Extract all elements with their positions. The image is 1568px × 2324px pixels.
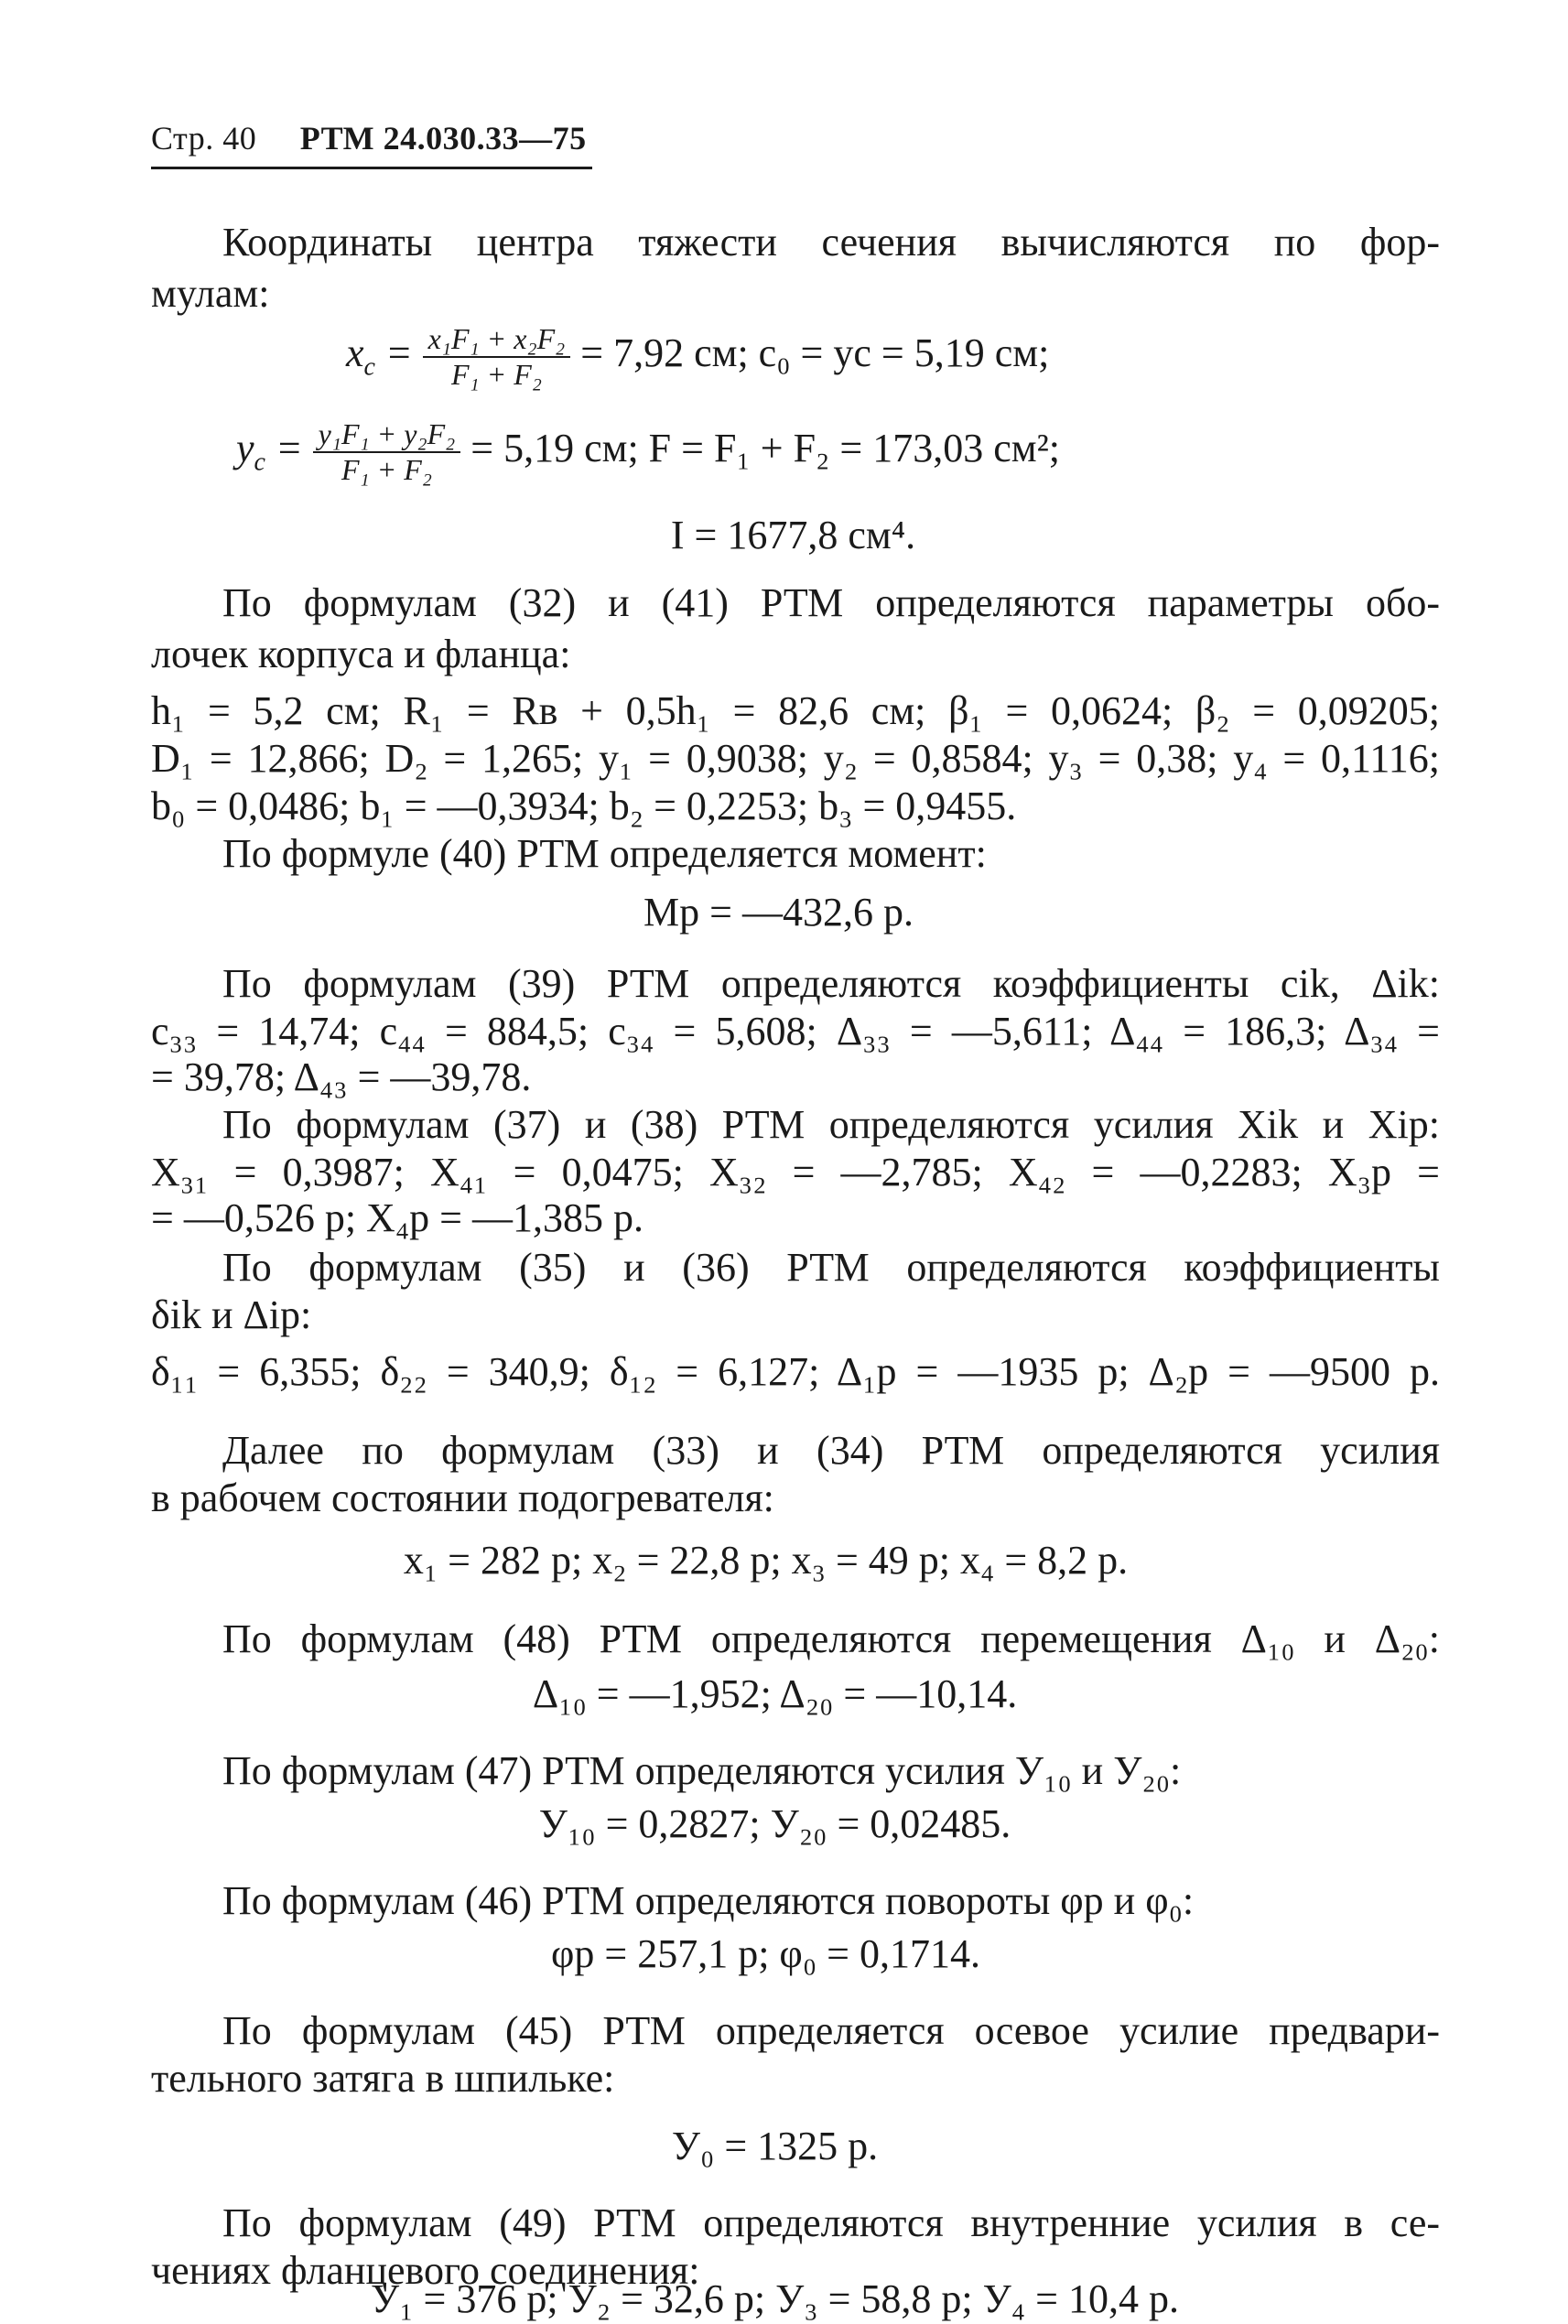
- equation-xc: [346, 322, 1049, 392]
- equation-xc-lhs: x: [346, 330, 364, 375]
- equation-inertia: I = 1677,8 см⁴.: [670, 513, 916, 557]
- equation-xc-lhs-sub: c: [363, 352, 375, 382]
- equation-preload: У₀ = 1325 p.: [671, 2124, 879, 2168]
- paragraph-centroid-line1: Координаты центра тяжести сечения вычисляются по фор-: [222, 220, 1440, 265]
- equation-moment: Mр = —432,6 p.: [643, 890, 914, 935]
- document-code: РТМ 24.030.33—75: [299, 120, 587, 157]
- equation-xc-rhs: = 7,92 см; c₀ = yc = 5,19 см;: [580, 330, 1050, 375]
- values-cik-line2: = 39,78; Δ₄₃ = —39,78.: [151, 1054, 532, 1099]
- equation-x-forces: x₁ = 282 p; x₂ = 22,8 p; x₃ = 49 p; x₄ = 8,2 p.: [403, 1538, 1129, 1583]
- paragraph-coefficients-cik: По формулам (39) РТМ определяются коэффициенты cik, Δik:: [222, 961, 1440, 1006]
- equation-yc-lhs-sub: c: [254, 448, 265, 477]
- equation-y10: У₁₀ = 0,2827; У₂₀ = 0,02485.: [538, 1801, 1011, 1846]
- values-xik-line2: = —0,526 p; X₄p = —1,385 p.: [151, 1195, 643, 1240]
- header-rule: [151, 167, 592, 169]
- equation-internal-forces: У₁ = 376 p; У₂ = 32,6 p; У₃ = 58,8 p; У₄ = 10,4 p.: [371, 2276, 1179, 2321]
- paragraph-forces-y10: По формулам (47) РТМ определяются усилия У₁₀ и У₂₀:: [222, 1748, 1182, 1793]
- paragraph-preload-line1: По формулам (45) РТМ определяется осевое усилие предвари-: [222, 2008, 1440, 2053]
- page-number: Стр. 40: [151, 120, 257, 157]
- paragraph-forces-xik: По формулам (37) и (38) РТМ определяются усилия Xik и Xip:: [222, 1102, 1440, 1147]
- paragraph-internal-forces-line1: По формулам (49) РТМ определяются внутренние усилия в се-: [222, 2200, 1440, 2245]
- equation-yc-lhs: y: [236, 425, 254, 470]
- values-shell-line3: b₀ = 0,0486; b₁ = —0,3934; b₂ = 0,2253; b₃ = 0,9455.: [151, 784, 1017, 828]
- fraction-xc: [423, 322, 571, 392]
- fraction-yc: [313, 417, 461, 487]
- values-cik-line1: c₃₃ = 14,74; c₄₄ = 884,5; c₃₄ = 5,608; Δ₃₃ = —5,611; Δ₄₄ = 186,3; Δ₃₄ =: [151, 1009, 1440, 1054]
- values-shell-line2: D₁ = 12,866; D₂ = 1,265; y₁ = 0,9038; y₂ = 0,8584; y₃ = 0,38; y₄ = 0,1116;: [151, 736, 1440, 781]
- fraction-yc-numerator: y₁F₁ + y₂F₂: [313, 417, 461, 453]
- page-header: [151, 117, 587, 160]
- paragraph-working-state-line2: в рабочем состоянии подогревателя:: [151, 1475, 774, 1520]
- equation-yc: [236, 417, 1060, 487]
- paragraph-preload-line2: тельного затяга в шпильке:: [151, 2056, 615, 2101]
- equation-yc-rhs: = 5,19 см; F = F₁ + F₂ = 173,03 см²;: [470, 425, 1061, 470]
- equals-sign: =: [384, 330, 423, 375]
- fraction-xc-denominator: F₁ + F₂: [451, 357, 542, 391]
- fraction-xc-numerator: x₁F₁ + x₂F₂: [423, 322, 571, 358]
- paragraph-shell-params-line2: лочек корпуса и фланца:: [151, 632, 571, 676]
- paragraph-moment: По формуле (40) РТМ определяется момент:: [222, 831, 987, 876]
- paragraph-coefficients-delta-line2: δik и Δip:: [151, 1292, 312, 1337]
- paragraph-displacements: По формулам (48) РТМ определяются перемещения Δ₁₀ и Δ₂₀:: [222, 1616, 1440, 1661]
- paragraph-shell-params-line1: По формулам (32) и (41) РТМ определяются параметры обо-: [222, 580, 1440, 625]
- values-shell-line1: h₁ = 5,2 см; R₁ = Rв + 0,5h₁ = 82,6 см; β₁ = 0,0624; β₂ = 0,09205;: [151, 688, 1440, 733]
- paragraph-centroid-line2: мулам:: [151, 271, 270, 316]
- values-delta: δ₁₁ = 6,355; δ₂₂ = 340,9; δ₁₂ = 6,127; Δ₁p = —1935 p; Δ₂p = —9500 p.: [151, 1349, 1440, 1394]
- equation-displacements: Δ₁₀ = —1,952; Δ₂₀ = —10,14.: [532, 1671, 1018, 1716]
- fraction-yc-denominator: F₁ + F₂: [341, 452, 432, 486]
- equals-sign: =: [275, 425, 313, 470]
- paragraph-internal-forces-line2: чениях фланцевого соединения:: [151, 2248, 700, 2293]
- paragraph-coefficients-delta-line1: По формулам (35) и (36) РТМ определяются коэффициенты: [222, 1245, 1440, 1290]
- equation-rotations: φp = 257,1 p; φ₀ = 0,1714.: [551, 1931, 980, 1976]
- paragraph-working-state-line1: Далее по формулам (33) и (34) РТМ определяются усилия: [222, 1428, 1440, 1473]
- paragraph-rotations: По формулам (46) РТМ определяются повороты φp и φ₀:: [222, 1878, 1195, 1923]
- values-xik-line1: X₃₁ = 0,3987; X₄₁ = 0,0475; X₃₂ = —2,785; X₄₂ = —0,2283; X₃p =: [151, 1150, 1440, 1194]
